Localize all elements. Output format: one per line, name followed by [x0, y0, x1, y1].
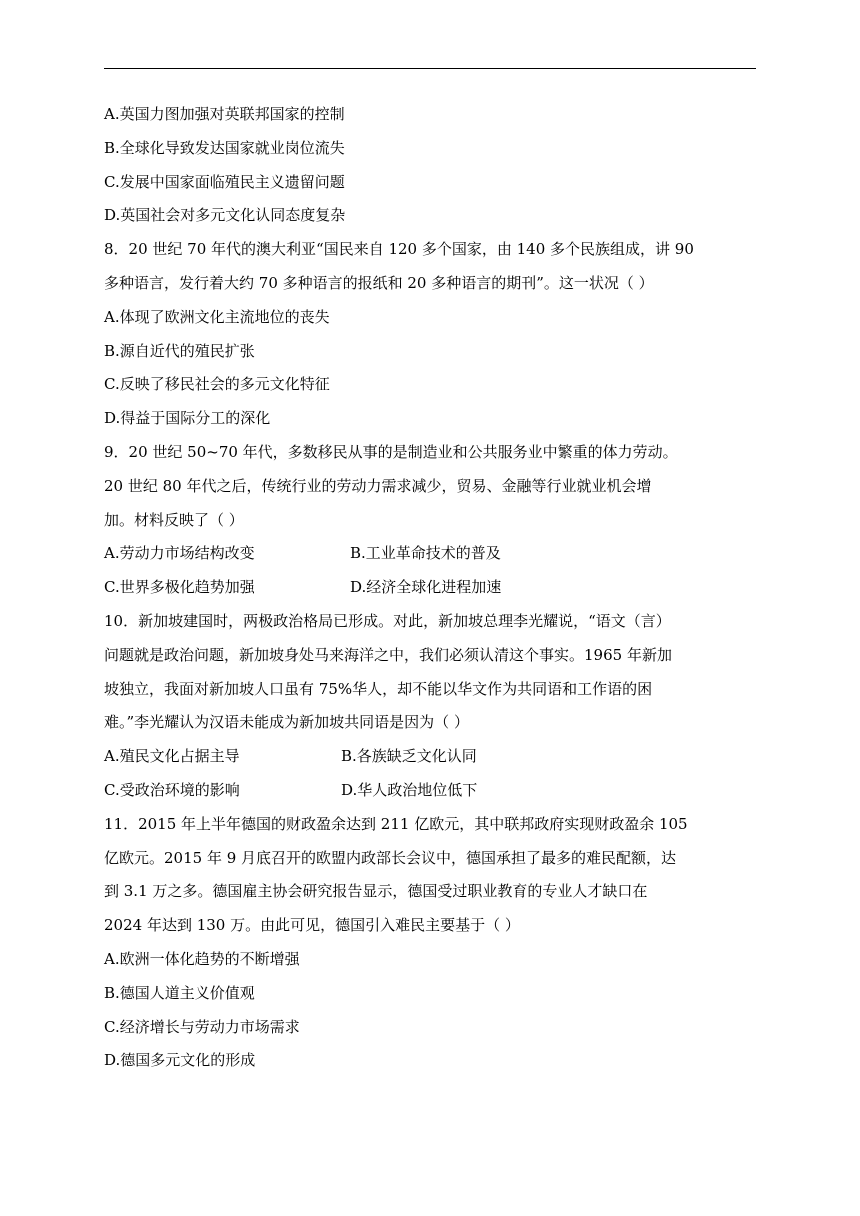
q10-option-d: D.华人政治地位低下 [341, 780, 478, 799]
header-rule [104, 68, 756, 69]
q10-options-row-2 [104, 777, 764, 811]
q8-option-d: D.得益于国际分工的深化 [104, 409, 271, 428]
q8-stem-line-2: 多种语言，发行着大约 70 多种语言的报纸和 20 多种语言的期刊”。这一状况（ ） [104, 273, 654, 292]
q10-stem-line-4: 难。”李光耀认为汉语未能成为新加坡共同语是因为（ ） [104, 713, 469, 732]
q11-option-c: C.经济增长与劳动力市场需求 [104, 1017, 300, 1036]
q11-stem-line-2: 亿欧元。2015 年 9 月底召开的欧盟内政部长会议中，德国承担了最多的难民配额，达 [104, 848, 677, 867]
q11-option-d: D.德国多元文化的形成 [104, 1051, 256, 1070]
q7-option-a: A.英国力图加强对英联邦国家的控制 [104, 105, 345, 123]
q10-options-row-1 [104, 743, 764, 777]
q10-option-c: C.受政治环境的影响 [104, 780, 240, 799]
q11-stem-line-3: 到 3.1 万之多。德国雇主协会研究报告显示，德国受过职业教育的专业人才缺口在 [104, 882, 648, 901]
q9-options-row-1 [104, 540, 764, 574]
q9-option-a: A.劳动力市场结构改变 [104, 544, 255, 563]
q9-option-c: C.世界多极化趋势加强 [104, 578, 255, 597]
q10-option-b: B.各族缺乏文化认同 [341, 747, 477, 766]
q11-stem-line-4: 2024 年达到 130 万。由此可见，德国引入难民主要基于（ ） [104, 916, 520, 935]
q11-stem-line-1: 11．2015 年上半年德国的财政盈余达到 211 亿欧元，其中联邦政府实现财政盈余 105 [104, 814, 688, 833]
q10-stem-line-2: 问题就是政治问题，新加坡身处马来海洋之中，我们必须认清这个事实。1965 年新加 [104, 645, 672, 664]
q8-stem-line-1: 8．20 世纪 70 年代的澳大利亚“国民来自 120 多个国家，由 140 多个民族组成，讲 90 [104, 240, 694, 259]
q9-stem-line-1: 9．20 世纪 50~70 年代，多数移民从事的是制造业和公共服务业中繁重的体力劳动。 [104, 442, 678, 461]
q8-option-c: C.反映了移民社会的多元文化特征 [104, 375, 330, 394]
q9-option-b: B.工业革命技术的普及 [350, 544, 501, 563]
q11-option-b: B.德国人道主义价值观 [104, 983, 255, 1002]
q8-option-b: B.源自近代的殖民扩张 [104, 341, 255, 360]
q10-stem-line-3: 坡独立，我面对新加坡人口虽有 75%华人，却不能以华文作为共同语和工作语的困 [104, 679, 653, 698]
q7-option-b: B.全球化导致发达国家就业岗位流失 [104, 138, 345, 157]
q7-option-d: D.英国社会对多元文化认同态度复杂 [104, 206, 346, 225]
q9-options-row-2 [104, 574, 764, 608]
q11-option-a: A.欧洲一体化趋势的不断增强 [104, 949, 300, 968]
document-body [104, 101, 764, 1081]
q10-option-a: A.殖民文化占据主导 [104, 747, 240, 766]
q8-option-a: A.体现了欧洲文化主流地位的丧失 [104, 307, 330, 326]
q9-stem-line-3: 加。材料反映了（ ） [104, 510, 244, 529]
q10-stem-line-1: 10．新加坡建国时，两极政治格局已形成。对此，新加坡总理李光耀说，“语文（言） [104, 611, 671, 630]
q7-option-c: C.发展中国家面临殖民主义遗留问题 [104, 172, 345, 191]
q9-stem-line-2: 20 世纪 80 年代之后，传统行业的劳动力需求减少，贸易、金融等行业就业机会增 [104, 476, 652, 495]
q9-option-d: D.经济全球化进程加速 [350, 578, 502, 597]
